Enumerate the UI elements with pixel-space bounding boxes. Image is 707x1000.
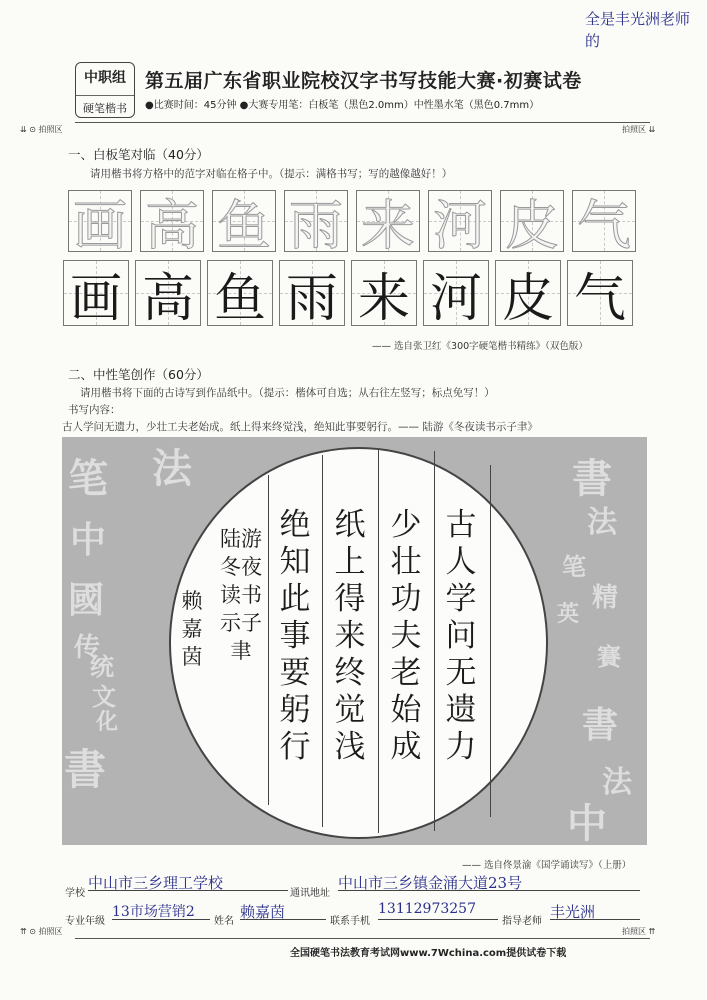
header-rule [75, 122, 650, 123]
column-rule [378, 449, 379, 833]
scan-mark-left: ⇊ ⊙ 拍照区 [20, 125, 63, 134]
background-char: 文 [92, 682, 116, 711]
address-field[interactable]: 中山市三乡镇金涌大道23号 [338, 872, 640, 891]
background-char: 國 [68, 579, 105, 621]
column-rule [268, 475, 269, 805]
model-cell: 皮 [500, 190, 564, 252]
copy-cell: 鱼 [207, 260, 273, 326]
model-cell: 河 [428, 190, 492, 252]
phone-label: 联系手机 [330, 916, 370, 927]
poem-column-3: 纸上得来终觉浅 [334, 507, 366, 765]
corner-note: 全是丰光洲老师的 [585, 10, 691, 50]
signature: 赖嘉茵 [181, 589, 203, 669]
model-character-grid [68, 190, 636, 257]
poem-column-4: 绝知此事要躬行 [279, 507, 311, 765]
phone-field[interactable]: 13112973257 [378, 901, 498, 920]
model-cell: 鱼 [212, 190, 276, 252]
section2-source: —— 选自佟景渝《国学诵读写》（上册） [462, 860, 632, 871]
footer-text: 全国硬笔书法教育考试网www.7Wchina.com提供试卷下载 [290, 948, 567, 959]
scan-mark-bottom-right: 拍照区 ⇈ [622, 927, 656, 936]
section1-instruction: 请用楷书将方格中的范字对临在格子中。（提示：满格书写；写的越像越好！） [90, 168, 453, 180]
background-char: 書 [572, 455, 612, 502]
copy-cell: 气 [567, 260, 633, 326]
background-char: 笔 [68, 455, 108, 502]
column-rule [490, 465, 491, 817]
page-subtitle: ●比赛时间：45分钟 ●大赛专用笔：白板笔（黑色2.0mm）中性墨水笔（黑色0.7mm） [145, 100, 540, 111]
background-char: 法 [602, 765, 632, 800]
copy-cell: 高 [135, 260, 201, 326]
badge-top: 中职组 [84, 70, 126, 86]
background-char: 笔 [562, 552, 586, 581]
background-char: 精 [592, 583, 619, 613]
model-cell: 来 [356, 190, 420, 252]
copy-cell: 河 [423, 260, 489, 326]
model-cell: 气 [572, 190, 636, 252]
class-label: 专业年级 [65, 916, 105, 927]
background-char: 中 [567, 800, 607, 845]
background-char: 中 [70, 519, 107, 561]
background-char: 传 [74, 633, 101, 663]
name-label: 姓名 [214, 916, 234, 927]
teacher-label: 指导老师 [502, 916, 542, 927]
section2-heading: 二、中性笔创作（60分） [68, 367, 209, 382]
background-char: 统 [90, 652, 114, 681]
section2-instruction: 请用楷书将下面的古诗写到作品纸中。（提示：楷体可自选；从右往左竖写；标点免写！） [80, 387, 495, 399]
badge-bottom: 硬笔楷书 [76, 95, 134, 116]
page-title: 第五届广东省职业院校汉字书写技能大赛·初赛试卷 [145, 70, 582, 92]
footer-rule [75, 938, 650, 939]
scan-mark-right: 拍照区 ⇊ [622, 125, 656, 134]
teacher-field[interactable]: 丰光洲 [550, 901, 640, 920]
background-char: 化 [96, 709, 119, 735]
model-cell: 画 [68, 190, 132, 252]
poem-content: 古人学问无遗力，少壮工夫老始成。纸上得来终觉浅，绝知此事要躬行。—— 陆游《冬夜读书示子聿》 [62, 421, 538, 433]
poem-column-1: 古人学问无遗力 [445, 507, 477, 765]
address-label: 通讯地址 [290, 888, 330, 899]
copy-cell: 皮 [495, 260, 561, 326]
background-char: 法 [152, 445, 192, 492]
background-char: 英 [557, 601, 580, 627]
school-field[interactable]: 中山市三乡理工学校 [88, 872, 288, 891]
section1-source: —— 选自张卫红《300字硬笔楷书精练》（双色版） [372, 341, 588, 352]
copy-character-grid [63, 260, 633, 329]
column-rule [434, 451, 435, 831]
model-cell: 雨 [284, 190, 348, 252]
copy-cell: 雨 [279, 260, 345, 326]
poem-column-2: 少壮功夫老始成 [390, 507, 422, 765]
background-char: 賽 [597, 642, 621, 671]
background-char: 書 [64, 745, 107, 794]
copy-cell: 来 [351, 260, 417, 326]
work-paper [62, 437, 647, 845]
column-rule [322, 455, 323, 827]
content-label: 书写内容： [68, 404, 121, 416]
category-badge [75, 62, 135, 118]
scan-mark-bottom-left: ⇈ ⊙ 拍照区 [20, 927, 63, 936]
section1-heading: 一、白板笔对临（40分） [68, 147, 209, 162]
poem-attribution: 陆游冬夜读书示子聿 [220, 527, 262, 663]
class-field[interactable]: 13市场营销2 [112, 901, 210, 920]
school-label: 学校 [65, 888, 85, 899]
copy-cell: 画 [63, 260, 129, 326]
name-field[interactable]: 赖嘉茵 [240, 901, 326, 920]
background-char: 法 [587, 505, 617, 540]
model-cell: 高 [140, 190, 204, 252]
background-char: 書 [582, 704, 619, 746]
